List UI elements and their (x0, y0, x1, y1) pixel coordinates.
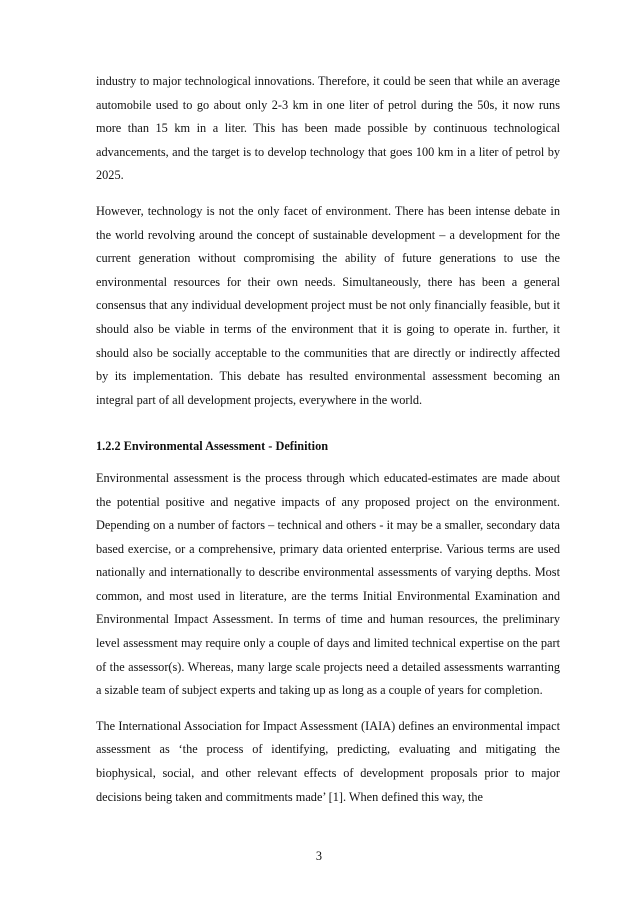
section-heading: 1.2.2 Environmental Assessment - Definition (96, 439, 329, 454)
body-paragraph-1: industry to major technological innovations. Therefore, it could be seen that while an average automobile used to go about only 2-3 km in one liter of petrol during the 50s, it now runs more than 15 km in a liter. This has been made possible by continuous technological advancements, and the target is to develop technology that goes 100 km in a liter of petrol by 2025. (96, 74, 560, 183)
body-paragraph-4: The International Association for Impact Assessment (IAIA) defines an environmental impact assessment as ‘the process of identifying, predicting, evaluating and mitigating the biophysical, social, and other relevant effects of development proposals prior to major decisions being taken and commitments made’ [1]. When defined this way, the (96, 718, 560, 804)
body-paragraph-3: Environmental assessment is the process through which educated-estimates are made about the potential positive and negative impacts of any proposed project on the environment. Depending on a number of factors – technical and others - it may be a smaller, secondary data based exercise, or a comprehensive, primary data oriented enterprise. Various terms are used nationally and internationally to describe environmental assessments of varying depths. Most common, and most used in literature, are the terms Initial Environmental Examination and Environmental Impact Assessment. In terms of time and human resources, the preliminary level assessment may require only a couple of days and limited technical expertise on the part of the assessor(s). Whereas, many large scale projects need a detailed assessments warranting a sizable team of subject experts and taking up as long as a couple of years for completion. (96, 470, 560, 698)
page-number: 3 (315, 849, 323, 863)
body-paragraph-2: However, technology is not the only facet of environment. There has been intense debate in the world revolving around the concept of sustainable development – a development for the current generation without compromising the ability of future generations to use the environmental resources for their own needs. Simultaneously, there has been a general consensus that any individual development project must be not only financially feasible, but it should also be viable in terms of the environment that it is going to operate in. further, it should also be socially acceptable to the communities that are directly or indirectly affected by its implementation. This debate has resulted environmental assessment becoming an integral part of all development projects, everywhere in the world. (96, 203, 560, 407)
